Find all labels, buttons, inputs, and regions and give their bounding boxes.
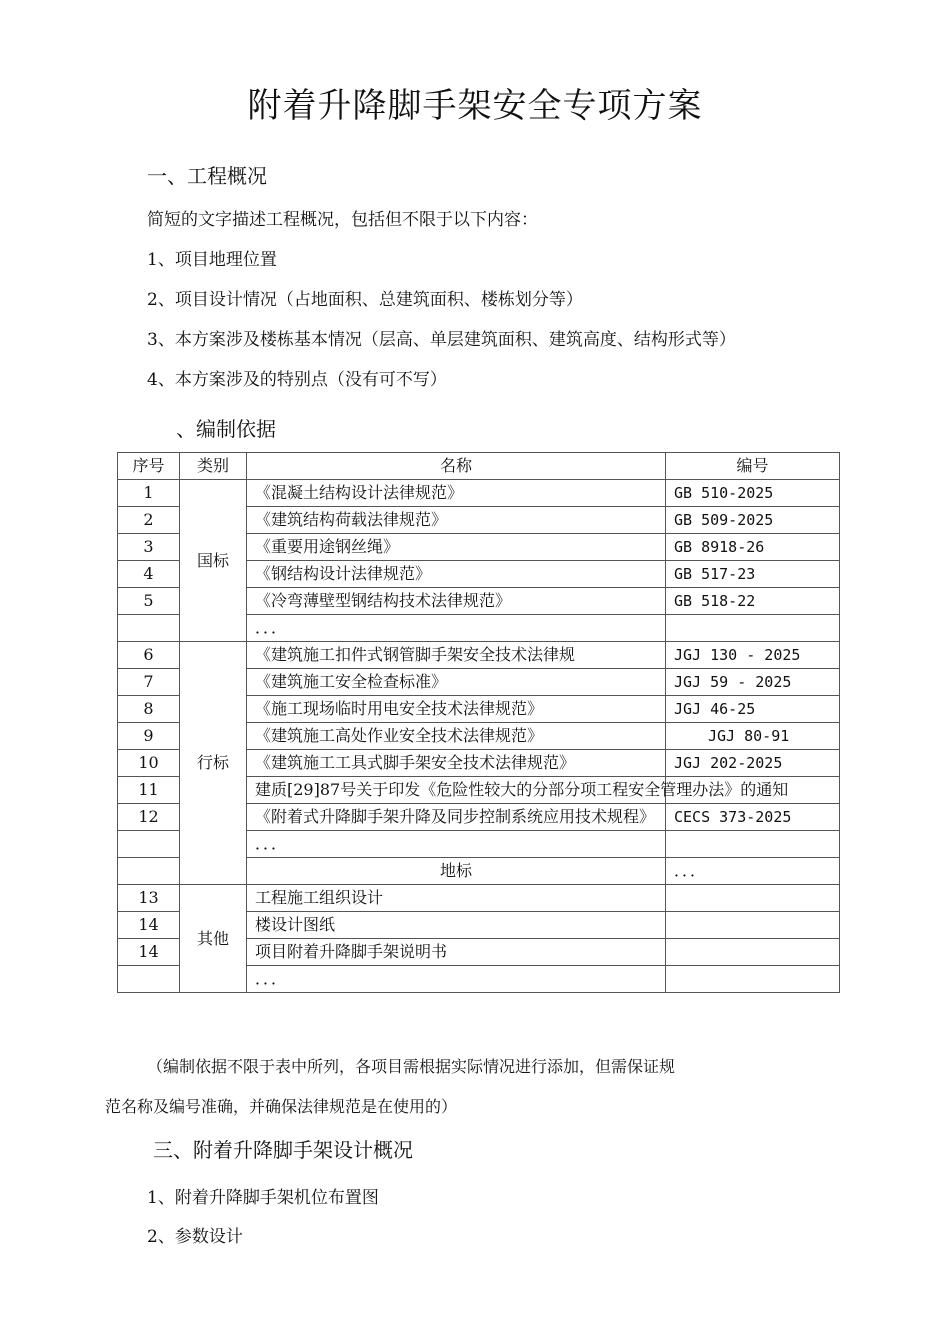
standard-name: 项目附着升降脚手架说明书 — [247, 939, 666, 966]
standard-name: ．．． — [247, 615, 666, 642]
table-header-row — [118, 453, 840, 480]
standard-code: GB 510-2025 — [666, 480, 840, 507]
row-number: 5 — [118, 588, 180, 615]
standard-name: 《附着式升降脚手架升降及同步控制系统应用技术规程》 — [247, 804, 666, 831]
section-heading-design: 三、附着升降脚手架设计概况 — [153, 1138, 413, 1162]
standard-name: 建质[29]87号关于印发《危险性较大的分部分项工程安全管理办法》的通知 — [247, 777, 666, 804]
standard-code: GB 509-2025 — [666, 507, 840, 534]
standard-code: GB 518-22 — [666, 588, 840, 615]
design-item: 1、附着升降脚手架机位布置图 — [147, 1188, 379, 1208]
standard-code — [666, 885, 840, 912]
category-cell: 行标 — [180, 642, 247, 885]
category-cell: 地标 — [247, 858, 666, 885]
standard-name: 《重要用途钢丝绳》 — [247, 534, 666, 561]
overview-item: 1、项目地理位置 — [147, 250, 277, 270]
row-number: 4 — [118, 561, 180, 588]
column-header: 序号 — [118, 453, 180, 480]
category-cell: 国标 — [180, 480, 247, 642]
category-cell: 其他 — [180, 885, 247, 993]
row-number: 11 — [118, 777, 180, 804]
standard-name: 楼设计图纸 — [247, 912, 666, 939]
standard-code: JGJ 46-25 — [666, 696, 840, 723]
overview-item: 4、本方案涉及的特别点（没有可不写） — [147, 370, 447, 390]
basis-note: 范名称及编号准确，并确保法律规范是在使用的） — [105, 1097, 458, 1116]
standard-code: JGJ 59 - 2025 — [666, 669, 840, 696]
standard-name: 《钢结构设计法律规范》 — [247, 561, 666, 588]
standard-name: ．．． — [247, 966, 666, 993]
section-heading-basis: 、编制依据 — [176, 417, 276, 441]
basis-note: （编制依据不限于表中所列，各项目需根据实际情况进行添加，但需保证规 — [147, 1057, 676, 1076]
design-item: 2、参数设计 — [147, 1227, 243, 1247]
row-number: 2 — [118, 507, 180, 534]
overview-item: 3、本方案涉及楼栋基本情况（层高、单层建筑面积、建筑高度、结构形式等） — [147, 330, 736, 350]
standard-code — [666, 615, 840, 642]
row-number — [118, 831, 180, 858]
standard-name: ．．． — [247, 831, 666, 858]
row-number: 1 — [118, 480, 180, 507]
row-number: 12 — [118, 804, 180, 831]
standard-code: GB 8918-26 — [666, 534, 840, 561]
row-number: 13 — [118, 885, 180, 912]
standard-name: 《冷弯薄壁型钢结构技术法律规范》 — [247, 588, 666, 615]
standard-name: 《施工现场临时用电安全技术法律规范》 — [247, 696, 666, 723]
standard-code — [666, 939, 840, 966]
standard-name: 《建筑结构荷载法律规范》 — [247, 507, 666, 534]
row-number: 7 — [118, 669, 180, 696]
standard-name: 工程施工组织设计 — [247, 885, 666, 912]
standard-code — [666, 966, 840, 993]
standard-name: ．．． — [666, 858, 840, 885]
row-number — [118, 966, 180, 993]
column-header: 名称 — [247, 453, 666, 480]
section-heading-overview: 一、工程概况 — [147, 164, 267, 188]
table-row — [118, 642, 840, 669]
row-number: 6 — [118, 642, 180, 669]
row-number: 9 — [118, 723, 180, 750]
overview-intro: 简短的文字描述工程概况，包括但不限于以下内容： — [147, 210, 538, 230]
compilation-basis-table — [117, 452, 840, 993]
standard-code: GB 517-23 — [666, 561, 840, 588]
table-row — [118, 885, 840, 912]
row-number — [118, 615, 180, 642]
standard-code — [666, 912, 840, 939]
column-header: 类别 — [180, 453, 247, 480]
row-number: 10 — [118, 750, 180, 777]
standard-code: JGJ 80-91 — [666, 723, 840, 750]
row-number — [118, 858, 180, 885]
row-number: 14 — [118, 912, 180, 939]
standard-name: 《建筑施工扣件式钢管脚手架安全技术法律规 — [247, 642, 666, 669]
standard-name: 《建筑施工工具式脚手架安全技术法律规范》 — [247, 750, 666, 777]
standard-name: 《混凝土结构设计法律规范》 — [247, 480, 666, 507]
row-number: 14 — [118, 939, 180, 966]
column-header: 编号 — [666, 453, 840, 480]
document-title: 附着升降脚手架安全专项方案 — [247, 86, 703, 126]
row-number: 8 — [118, 696, 180, 723]
standard-name: 《建筑施工高处作业安全技术法律规范》 — [247, 723, 666, 750]
standard-code — [666, 831, 840, 858]
standard-name: 《建筑施工安全检查标准》 — [247, 669, 666, 696]
row-number: 3 — [118, 534, 180, 561]
standard-code: JGJ 202-2025 — [666, 750, 840, 777]
standard-code: JGJ 130 - 2025 — [666, 642, 840, 669]
standard-code: CECS 373-2025 — [666, 804, 840, 831]
overview-item: 2、项目设计情况（占地面积、总建筑面积、楼栋划分等） — [147, 290, 583, 310]
table-row — [118, 480, 840, 507]
